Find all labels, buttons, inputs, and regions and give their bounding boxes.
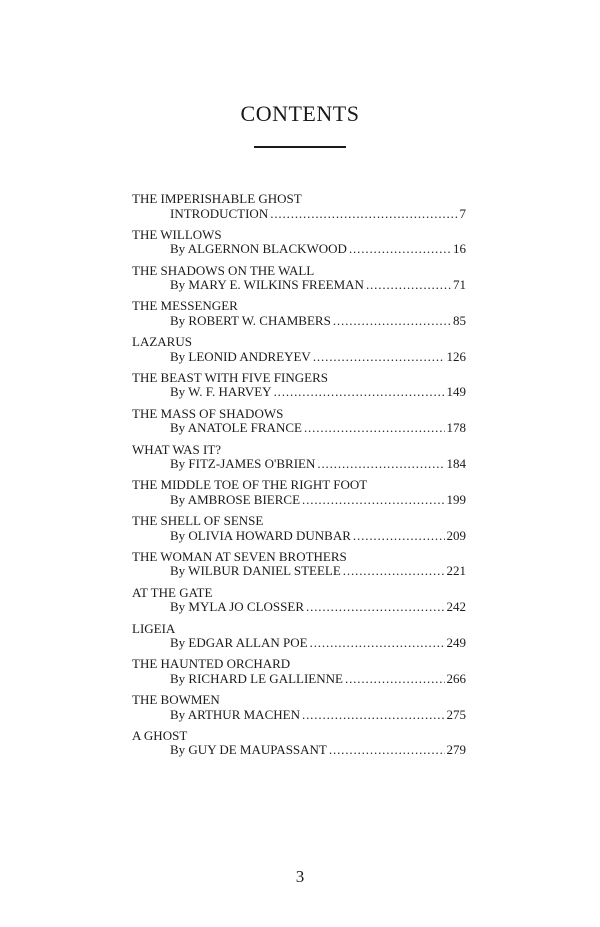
entry-author: By ARTHUR MACHEN <box>170 706 300 722</box>
entry-author: By MYLA JO CLOSSER <box>170 599 304 615</box>
entry-page-number: 209 <box>446 527 466 543</box>
entry-author: By OLIVIA HOWARD DUNBAR <box>170 527 351 543</box>
entry-page-number: 275 <box>446 706 466 722</box>
entry-sub <box>132 708 466 723</box>
page-title: CONTENTS <box>240 101 360 126</box>
toc-entry <box>132 264 466 300</box>
entry-sub <box>132 278 466 293</box>
entry-page-number: 178 <box>446 420 466 436</box>
entry-author: By RICHARD LE GALLIENNE <box>170 670 343 686</box>
entry-sub <box>132 385 466 400</box>
dot-leader <box>306 600 445 615</box>
toc-entry <box>132 192 466 228</box>
entry-author: By FITZ-JAMES O'BRIEN <box>170 456 316 472</box>
toc-entry <box>132 514 466 550</box>
entry-page-number: 199 <box>446 491 466 507</box>
dot-leader <box>343 564 445 579</box>
toc-entry <box>132 622 466 658</box>
entry-page-number: 126 <box>446 348 466 364</box>
entry-title: THE MIDDLE TOE OF THE RIGHT FOOT <box>132 477 368 493</box>
toc-entry <box>132 729 466 765</box>
entry-sub <box>132 457 466 472</box>
entry-title: THE BEAST WITH FIVE FINGERS <box>132 369 328 385</box>
entry-sub <box>132 743 466 758</box>
entry-page-number: 7 <box>459 205 466 221</box>
toc-entry <box>132 407 466 443</box>
entry-author: By MARY E. WILKINS FREEMAN <box>170 277 364 293</box>
dot-leader <box>329 743 445 758</box>
entry-title: THE IMPERISHABLE GHOST <box>132 191 302 206</box>
entry-sub <box>132 421 466 436</box>
entry-author: By ANATOLE FRANCE <box>170 420 302 436</box>
dot-leader <box>274 385 445 400</box>
title-rule <box>254 146 346 148</box>
entry-author: By EDGAR ALLAN POE <box>170 635 308 651</box>
table-of-contents <box>132 192 466 765</box>
toc-entry <box>132 478 466 514</box>
entry-title: A GHOST <box>132 727 188 743</box>
dot-leader <box>317 457 444 472</box>
entry-sub <box>132 600 466 615</box>
dot-leader <box>270 207 457 222</box>
entry-sub <box>132 636 466 651</box>
entry-title: WHAT WAS IT? <box>132 441 222 457</box>
toc-entry <box>132 657 466 693</box>
entry-author: By LEONID ANDREYEV <box>170 348 311 364</box>
entry-title: THE SHADOWS ON THE WALL <box>132 262 315 278</box>
dot-leader <box>302 708 445 723</box>
entry-title: AT THE GATE <box>132 584 213 600</box>
entry-author: By WILBUR DANIEL STEELE <box>170 563 341 579</box>
entry-title: THE WOMAN AT SEVEN BROTHERS <box>132 548 347 564</box>
entry-sub <box>132 672 466 687</box>
entry-sub <box>132 207 466 222</box>
entry-author: By GUY DE MAUPASSANT <box>170 742 327 758</box>
entry-title: LIGEIA <box>132 620 176 636</box>
entry-page-number: 242 <box>446 599 466 615</box>
entry-author: By AMBROSE BIERCE <box>170 491 301 507</box>
toc-entry <box>132 443 466 479</box>
dot-leader <box>366 278 451 293</box>
toc-entry <box>132 228 466 264</box>
entry-title: THE MESSENGER <box>132 298 238 314</box>
toc-entry <box>132 299 466 335</box>
dot-leader <box>310 636 445 651</box>
dot-leader <box>304 421 445 436</box>
entry-page-number: 149 <box>446 384 466 400</box>
entry-page-number: 184 <box>446 456 466 472</box>
entry-title: THE HAUNTED ORCHARD <box>132 656 291 672</box>
entry-title: LAZARUS <box>132 334 192 350</box>
entry-page-number: 16 <box>453 241 466 257</box>
entry-page-number: 266 <box>446 670 466 686</box>
entry-author: By ALGERNON BLACKWOOD <box>170 241 347 257</box>
toc-entry <box>132 550 466 586</box>
entry-author: By W. F. HARVEY <box>170 384 272 400</box>
entry-title: THE SHELL OF SENSE <box>132 513 264 529</box>
entry-page-number: 221 <box>446 563 466 579</box>
entry-sub <box>132 242 466 257</box>
page-number-folio: 3 <box>295 867 305 886</box>
entry-page-number: 71 <box>453 277 466 293</box>
dot-leader <box>313 350 445 365</box>
dot-leader <box>302 493 444 508</box>
toc-entry <box>132 335 466 371</box>
entry-sub <box>132 314 466 329</box>
entry-author: INTRODUCTION <box>170 205 269 221</box>
entry-author: By ROBERT W. CHAMBERS <box>170 312 331 328</box>
entry-sub <box>132 350 466 365</box>
dot-leader <box>353 529 445 544</box>
entry-sub <box>132 529 466 544</box>
entry-sub <box>132 564 466 579</box>
entry-page-number: 249 <box>446 635 466 651</box>
toc-entry <box>132 371 466 407</box>
dot-leader <box>333 314 451 329</box>
toc-entry <box>132 693 466 729</box>
dot-leader <box>349 242 451 257</box>
toc-entry <box>132 586 466 622</box>
entry-sub <box>132 493 466 508</box>
entry-title: THE BOWMEN <box>132 692 220 708</box>
dot-leader <box>345 672 445 687</box>
entry-page-number: 85 <box>453 312 466 328</box>
entry-page-number: 279 <box>446 742 466 758</box>
entry-title: THE MASS OF SHADOWS <box>132 405 284 421</box>
entry-title: THE WILLOWS <box>132 226 222 242</box>
